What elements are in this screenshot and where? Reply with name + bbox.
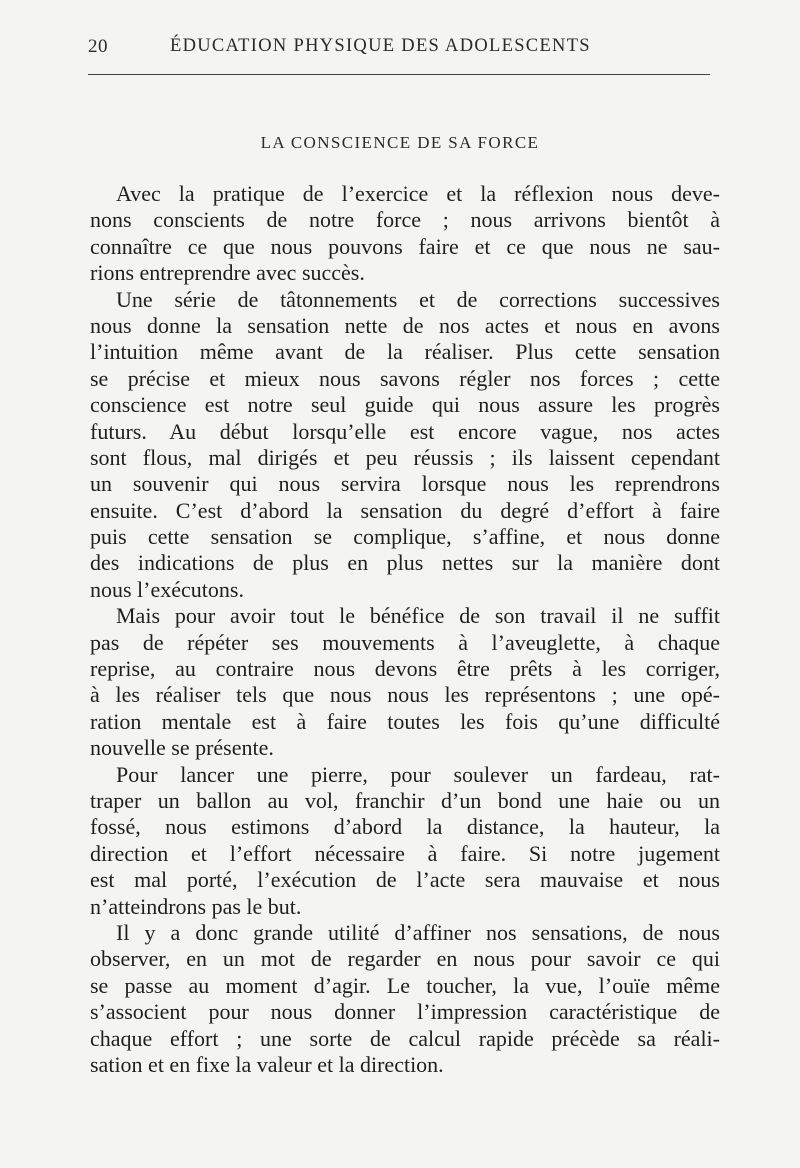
text-line: l’intuition même avant de la réaliser. Plus cette sensation bbox=[90, 339, 720, 365]
text-line: ration mentale est à faire toutes les fois qu’une difficulté bbox=[90, 708, 720, 734]
text-line: sont flous, mal dirigés et peu réussis ; ils laissent cependant bbox=[90, 444, 720, 470]
page-number: 20 bbox=[88, 36, 108, 57]
text-line: nous donne la sensation nette de nos actes et nous en avons bbox=[90, 312, 720, 338]
text-line: pas de répéter ses mouvements à l’aveuglette, à chaque bbox=[90, 629, 720, 655]
text-line: se passe au moment d’agir. Le toucher, la vue, l’ouïe même bbox=[90, 972, 720, 998]
text-line: n’atteindrons pas le but. bbox=[90, 893, 302, 919]
text-line: nouvelle se présente. bbox=[90, 735, 274, 761]
header-rule bbox=[88, 74, 710, 75]
text-line: conscience est notre seul guide qui nous assure les progrès bbox=[90, 392, 720, 418]
text-line: Avec la pratique de l’exercice et la réflexion nous deve- bbox=[116, 181, 720, 206]
text-line: rions entreprendre avec succès. bbox=[90, 260, 365, 286]
text-line: reprise, au contraire nous devons être prêts à les corriger, bbox=[90, 656, 720, 682]
page-header bbox=[88, 36, 710, 60]
text-line: Pour lancer une pierre, pour soulever un fardeau, rat- bbox=[116, 761, 720, 787]
text-line: s’associent pour nous donner l’impression caractéristique de bbox=[90, 999, 720, 1025]
text-line: futurs. Au début lorsqu’elle est encore vague, nos actes bbox=[90, 418, 720, 444]
text-line: direction et l’effort nécessaire à faire. Si notre jugement bbox=[90, 840, 720, 866]
text-line: chaque effort ; une sorte de calcul rapide précède sa réali- bbox=[90, 1025, 720, 1051]
text-line: se précise et mieux nous savons régler nos forces ; cette bbox=[90, 365, 720, 391]
text-line: traper un ballon au vol, franchir d’un bond une haie ou un bbox=[90, 787, 720, 813]
text-line: un souvenir qui nous servira lorsque nous les reprendrons bbox=[90, 471, 720, 497]
text-line: puis cette sensation se complique, s’affine, et nous donne bbox=[90, 524, 720, 550]
body-text bbox=[90, 181, 720, 1078]
text-line: connaître ce que nous pouvons faire et ce que nous ne sau- bbox=[90, 233, 720, 259]
running-title: ÉDUCATION PHYSIQUE DES ADOLESCENTS bbox=[170, 36, 591, 56]
text-line: Il y a donc grande utilité d’affiner nos sensations, de nous bbox=[116, 919, 720, 945]
text-line: Mais pour avoir tout le bénéfice de son travail il ne suffit bbox=[116, 603, 720, 629]
text-line: nons conscients de notre force ; nous arrivons bientôt à bbox=[90, 207, 720, 233]
text-line: à les réaliser tels que nous nous les représentons ; une opé- bbox=[90, 682, 720, 708]
text-line: sation et en fixe la valeur et la direction. bbox=[90, 1051, 444, 1077]
section-title: LA CONSCIENCE DE SA FORCE bbox=[260, 133, 540, 152]
text-line: observer, en un mot de regarder en nous pour savoir ce qui bbox=[90, 946, 720, 972]
text-line: fossé, nous estimons d’abord la distance, la hauteur, la bbox=[90, 814, 720, 840]
text-line: des indications de plus en plus nettes sur la manière dont bbox=[90, 550, 720, 576]
text-line: nous l’exécutons. bbox=[90, 576, 244, 602]
text-line: est mal porté, l’exécution de l’acte sera mauvaise et nous bbox=[90, 867, 720, 893]
text-line: ensuite. C’est d’abord la sensation du degré d’effort à faire bbox=[90, 497, 720, 523]
text-line: Une série de tâtonnements et de corrections successives bbox=[116, 286, 720, 312]
